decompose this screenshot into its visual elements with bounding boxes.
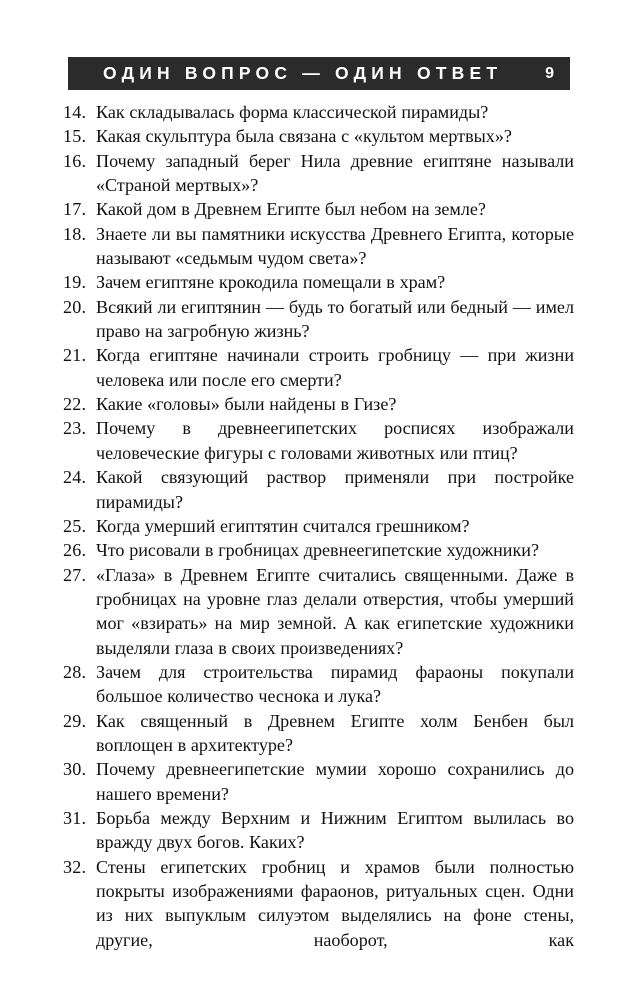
question-text: Когда умерший египтятин считался грешником? — [96, 515, 470, 536]
question-text: Зачем для строительства пирамид фараоны покупали большое количество чеснока и лука? — [96, 661, 574, 707]
question-text: Как священный в Древнем Египте холм Бенбен был воплощен в архитектуре? — [96, 710, 574, 755]
question-text: Почему в древнеегипетских росписях изображали человеческие фигуры с головами животных или птиц? — [96, 418, 574, 463]
question-number: 30. — [63, 759, 87, 780]
question-item — [63, 806, 574, 855]
question-list — [63, 100, 574, 976]
question-item — [63, 465, 574, 514]
question-text: Когда египтяне начинали строить гробницу — при жизни человека или после его смерти? — [96, 345, 574, 390]
question-number: 21. — [63, 345, 87, 366]
question-item — [63, 197, 574, 221]
question-item — [63, 222, 574, 271]
question-item — [63, 270, 574, 294]
question-item — [63, 709, 574, 758]
question-text: «Глаза» в Древнем Египте считались священными. Даже в гробницах на уровне глаз делали отверстия, чтобы умерший мог «взирать» на мир земной. А как египетские художники выделяли глаза в своих произведениях? — [96, 564, 574, 658]
question-item — [63, 149, 574, 198]
question-item — [63, 855, 574, 977]
question-text: Борьба между Верхним и Нижним Египтом вылилась во вражду двух богов. Каких? — [96, 807, 574, 853]
question-number: 26. — [63, 540, 87, 561]
question-number: 32. — [63, 856, 87, 877]
question-number: 15. — [63, 126, 87, 147]
question-item — [63, 660, 574, 709]
question-number: 22. — [63, 394, 87, 415]
question-number: 23. — [63, 418, 87, 439]
question-text: Какие «головы» были найдены в Гизе? — [96, 394, 397, 415]
question-text: Знаете ли вы памятники искусства Древнего Египта, которые называют «седьмым чудом света»? — [96, 223, 574, 269]
question-text: Как складывалась форма классической пирамиды? — [96, 102, 489, 122]
question-text: Зачем египтяне крокодила помещали в храм? — [96, 272, 446, 293]
question-number: 29. — [63, 710, 87, 731]
question-text: Всякий ли египтянин — будь то богатый или бедный — имел право на загробную жизнь? — [96, 296, 574, 342]
question-text: Какая скульптура была связана с «культом мертвых»? — [96, 126, 512, 147]
question-number: 24. — [63, 467, 87, 488]
question-number: 18. — [63, 223, 87, 244]
question-text: Какой связующий раствор применяли при постройке пирамиды? — [96, 467, 574, 512]
question-item — [63, 100, 574, 124]
page-number: 9 — [545, 64, 554, 82]
question-number: 28. — [63, 661, 87, 682]
question-number: 27. — [63, 564, 87, 585]
question-text: Почему западный берег Нила древние египтяне называли «Страной мертвых»? — [96, 150, 574, 196]
page-header-band — [68, 57, 570, 90]
question-text: Почему древнеегипетские мумии хорошо сохранились до нашего времени? — [96, 759, 574, 804]
question-number: 25. — [63, 515, 87, 536]
question-number: 19. — [63, 272, 87, 293]
question-number: 31. — [63, 807, 87, 828]
question-item — [63, 124, 574, 148]
question-number: 20. — [63, 296, 87, 317]
question-item — [63, 563, 574, 660]
question-text: Какой дом в Древнем Египте был небом на земле? — [96, 199, 486, 220]
question-item — [63, 343, 574, 392]
question-item — [63, 392, 574, 416]
question-item — [63, 757, 574, 806]
question-number: 14. — [63, 102, 87, 122]
question-text: Стены египетских гробниц и храмов были полностью покрыты изображениями фараонов, ритуальных сцен. Одни из них выпуклым силуэтом выделялись на фоне стены, другие, наоборот, как — [96, 856, 574, 950]
question-item — [63, 514, 574, 538]
question-number: 16. — [63, 150, 87, 171]
question-number: 17. — [63, 199, 87, 220]
question-item — [63, 538, 574, 562]
question-item — [63, 295, 574, 344]
page-header-title: ОДИН ВОПРОС — ОДИН ОТВЕТ — [103, 62, 503, 83]
question-text: Что рисовали в гробницах древнеегипетские художники? — [96, 540, 539, 561]
question-item — [63, 416, 574, 465]
